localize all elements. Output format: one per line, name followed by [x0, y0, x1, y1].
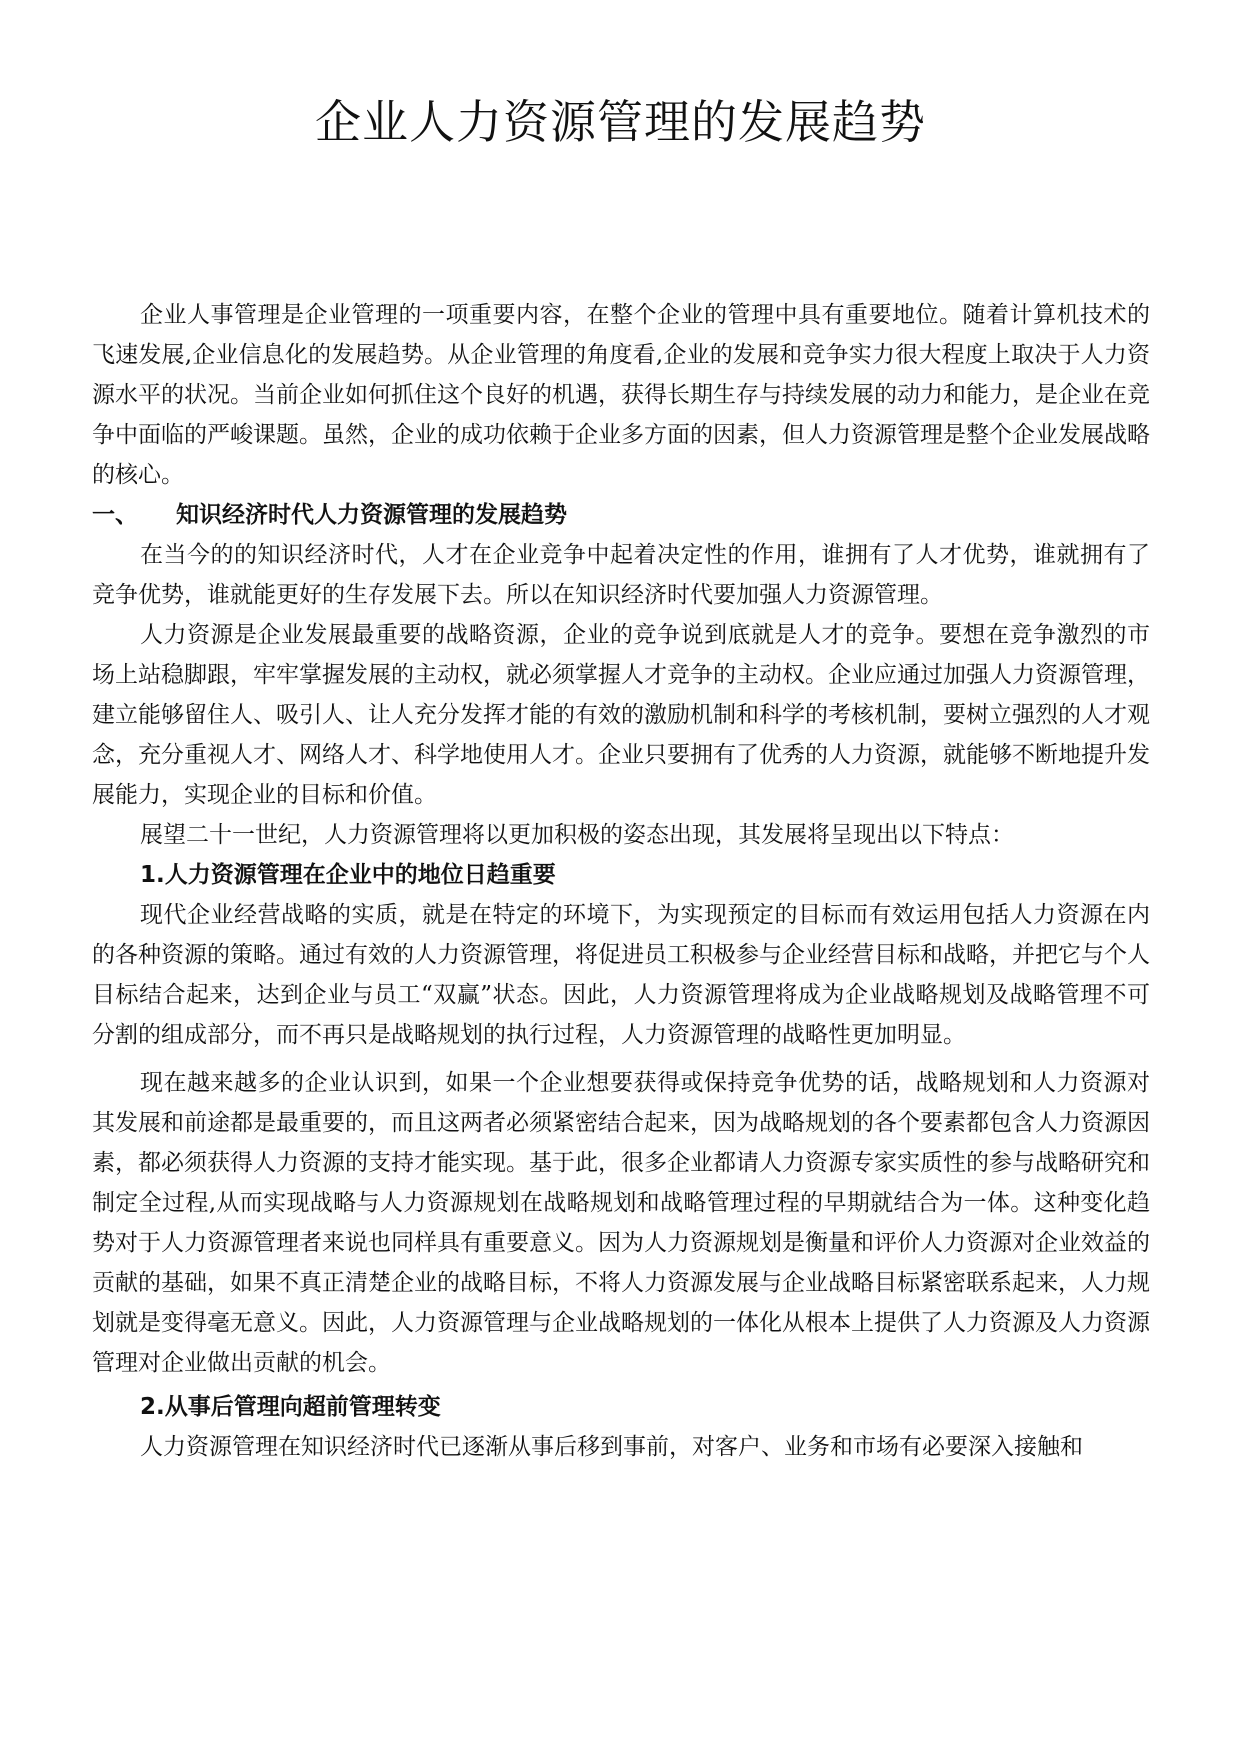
body-paragraph: 展望二十一世纪，人力资源管理将以更加积极的姿态出现，其发展将呈现出以下特点：: [140, 822, 1014, 848]
subsection-heading: 1.人力资源管理在企业中的地位日趋重要: [140, 862, 556, 888]
body-paragraph: 现代企业经营战略的实质，就是在特定的环境下，为实现预定的目标而有效运用包括人力资源在内的各种资源的策略。通过有效的人力资源管理，将促进员工积极参与企业经营目标和战略，并把它与个人目标结合起来，达到企业与员工“双赢”状态。因此，人力资源管理将成为企业战略规划及战略管理不可分割的组成部分，而不再只是战略规划的执行过程，人力资源管理的战略性更加明显。: [92, 902, 1150, 1048]
section-title: 知识经济时代人力资源管理的发展趋势: [176, 502, 567, 528]
intro-paragraph: 企业人事管理是企业管理的一项重要内容，在整个企业的管理中具有重要地位。随着计算机技术的飞速发展,企业信息化的发展趋势。从企业管理的角度看,企业的发展和竞争实力很大程度上取决于人力资源水平的状况。当前企业如何抓住这个良好的机遇，获得长期生存与持续发展的动力和能力，是企业在竞争中面临的严峻课题。虽然，企业的成功依赖于企业多方面的因素，但人力资源管理是整个企业发展战略的核心。: [92, 302, 1150, 488]
document-body: [92, 295, 1150, 1467]
body-paragraph: 人力资源是企业发展最重要的战略资源，企业的竞争说到底就是人才的竞争。要想在竞争激烈的市场上站稳脚跟，牢牢掌握发展的主动权，就必须掌握人才竞争的主动权。企业应通过加强人力资源管理，建立能够留住人、吸引人、让人充分发挥才能的有效的激励机制和科学的考核机制，要树立强烈的人才观念，充分重视人才、网络人才、科学地使用人才。企业只要拥有了优秀的人力资源，就能够不断地提升发展能力，实现企业的目标和价值。: [92, 622, 1150, 808]
body-paragraph: 现在越来越多的企业认识到，如果一个企业想要获得或保持竞争优势的话，战略规划和人力资源对其发展和前途都是最重要的，而且这两者必须紧密结合起来，因为战略规划的各个要素都包含人力资源因素，都必须获得人力资源的支持才能实现。基于此，很多企业都请人力资源专家实质性的参与战略研究和制定全过程,从而实现战略与人力资源规划在战略规划和战略管理过程的早期就结合为一体。这种变化趋势对于人力资源管理者来说也同样具有重要意义。因为人力资源规划是衡量和评价人力资源对企业效益的贡献的基础，如果不真正清楚企业的战略目标，不将人力资源发展与企业战略目标紧密联系起来，人力规划就是变得毫无意义。因此，人力资源管理与企业战略规划的一体化从根本上提供了人力资源及人力资源管理对企业做出贡献的机会。: [92, 1070, 1150, 1376]
body-paragraph: 人力资源管理在知识经济时代已逐渐从事后移到事前，对客户、业务和市场有必要深入接触和: [140, 1434, 1083, 1460]
document-title: 企业人力资源管理的发展趋势: [315, 95, 926, 149]
subsection-heading: 2.从事后管理向超前管理转变: [140, 1394, 441, 1420]
body-paragraph: 在当今的的知识经济时代，人才在企业竞争中起着决定性的作用，谁拥有了人才优势，谁就拥有了竞争优势，谁就能更好的生存发展下去。所以在知识经济时代要加强人力资源管理。: [92, 542, 1150, 608]
section-number: 一、: [92, 502, 138, 528]
section-heading: [92, 495, 1150, 535]
